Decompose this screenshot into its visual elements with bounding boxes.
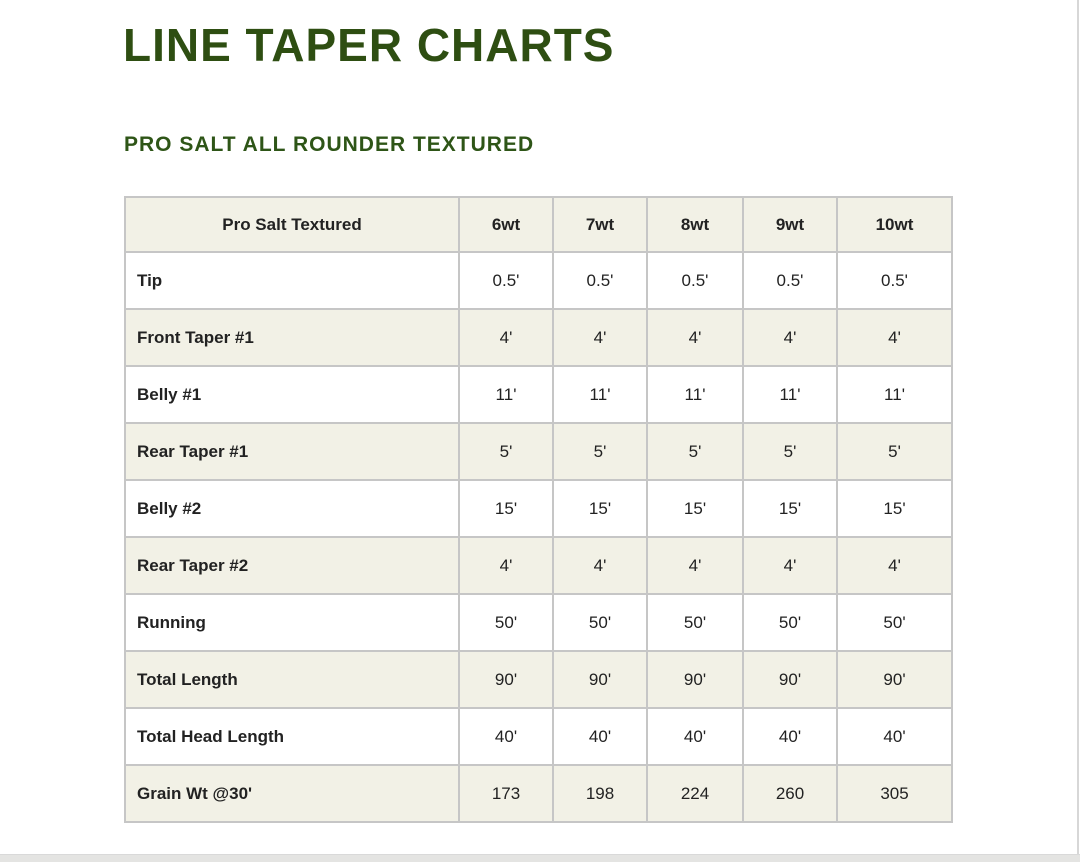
table-cell: 15': [837, 480, 952, 537]
table-cell: 15': [553, 480, 647, 537]
product-subtitle: PRO SALT ALL ROUNDER TEXTURED: [124, 133, 535, 156]
table-row: [125, 594, 952, 651]
table-cell: 90': [743, 651, 837, 708]
table-row: [125, 480, 952, 537]
table-cell: 198: [553, 765, 647, 822]
column-header-6wt: 6wt: [459, 197, 553, 252]
table-cell: 15': [459, 480, 553, 537]
table-cell: 305: [837, 765, 952, 822]
table-cell: 40': [647, 708, 743, 765]
table-cell: 4': [647, 309, 743, 366]
table-cell: 260: [743, 765, 837, 822]
table-cell: 40': [743, 708, 837, 765]
table-cell: 0.5': [647, 252, 743, 309]
table-cell: 5': [837, 423, 952, 480]
table-row: [125, 765, 952, 822]
row-label: Total Head Length: [125, 708, 459, 765]
table-cell: 0.5': [553, 252, 647, 309]
table-cell: 224: [647, 765, 743, 822]
table-cell: 5': [459, 423, 553, 480]
table-cell: 11': [647, 366, 743, 423]
table-cell: 40': [837, 708, 952, 765]
table-row: [125, 708, 952, 765]
table-cell: 50': [459, 594, 553, 651]
row-label: Belly #2: [125, 480, 459, 537]
table-cell: 50': [743, 594, 837, 651]
table-cell: 4': [553, 309, 647, 366]
row-label: Front Taper #1: [125, 309, 459, 366]
table-cell: 5': [553, 423, 647, 480]
row-label: Rear Taper #1: [125, 423, 459, 480]
table-cell: 90': [553, 651, 647, 708]
table-cell: 4': [553, 537, 647, 594]
table-cell: 5': [743, 423, 837, 480]
table-row: [125, 651, 952, 708]
column-header-9wt: 9wt: [743, 197, 837, 252]
table-cell: 90': [837, 651, 952, 708]
horizontal-scrollbar-track[interactable]: [0, 854, 1080, 862]
table-cell: 15': [743, 480, 837, 537]
table-cell: 4': [743, 309, 837, 366]
row-label: Belly #1: [125, 366, 459, 423]
table-header-row: [125, 197, 952, 252]
table-cell: 5': [647, 423, 743, 480]
table-cell: 0.5': [459, 252, 553, 309]
column-header-10wt: 10wt: [837, 197, 952, 252]
row-label: Rear Taper #2: [125, 537, 459, 594]
table-cell: 4': [837, 309, 952, 366]
table-cell: 50': [553, 594, 647, 651]
table-cell: 0.5': [837, 252, 952, 309]
table-row: [125, 309, 952, 366]
table-cell: 90': [459, 651, 553, 708]
column-header-8wt: 8wt: [647, 197, 743, 252]
line-taper-table: [124, 196, 953, 823]
table-cell: 4': [459, 309, 553, 366]
table-cell: 11': [553, 366, 647, 423]
table-cell: 50': [837, 594, 952, 651]
table-row: [125, 537, 952, 594]
table-cell: 173: [459, 765, 553, 822]
table-cell: 40': [553, 708, 647, 765]
table-cell: 11': [459, 366, 553, 423]
row-label: Total Length: [125, 651, 459, 708]
row-label: Tip: [125, 252, 459, 309]
table-cell: 11': [837, 366, 952, 423]
table-cell: 4': [743, 537, 837, 594]
table-row: [125, 423, 952, 480]
table-cell: 0.5': [743, 252, 837, 309]
table-cell: 40': [459, 708, 553, 765]
table-cell: 15': [647, 480, 743, 537]
table-cell: 90': [647, 651, 743, 708]
column-header-7wt: 7wt: [553, 197, 647, 252]
table-cell: 4': [459, 537, 553, 594]
table-cell: 11': [743, 366, 837, 423]
row-label: Running: [125, 594, 459, 651]
table-cell: 4': [647, 537, 743, 594]
table-row: [125, 252, 952, 309]
page-right-border: [1077, 0, 1079, 862]
row-label: Grain Wt @30': [125, 765, 459, 822]
page-title: LINE TAPER CHARTS: [123, 19, 615, 71]
table-row: [125, 366, 952, 423]
table-cell: 4': [837, 537, 952, 594]
column-header-product: Pro Salt Textured: [125, 197, 459, 252]
table-cell: 50': [647, 594, 743, 651]
